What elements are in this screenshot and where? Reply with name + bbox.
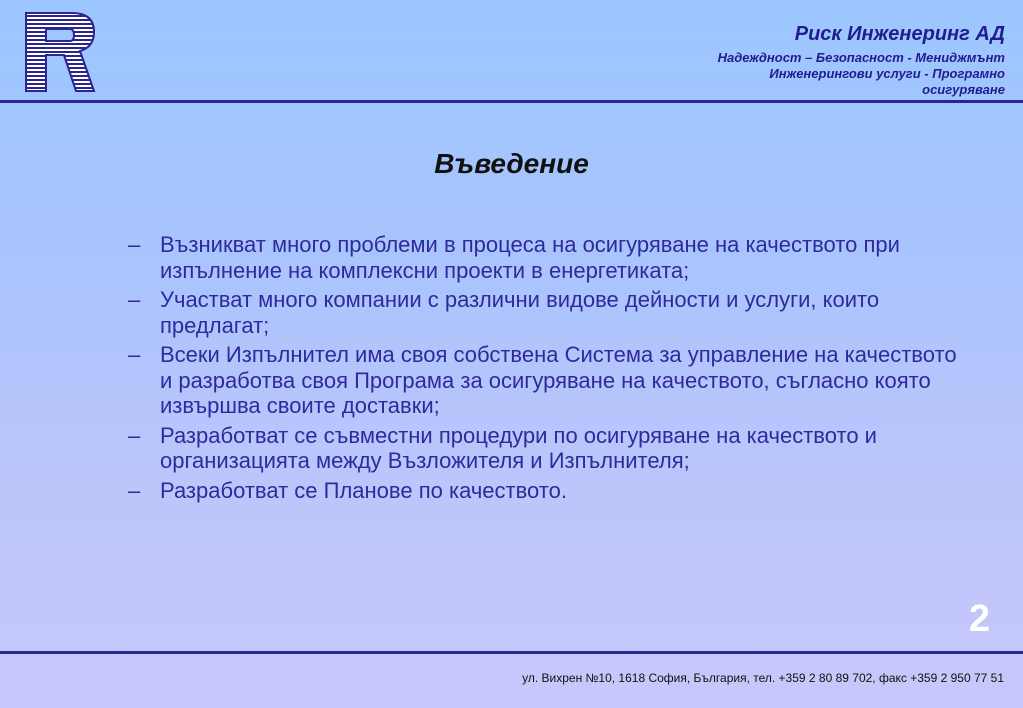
bullet-text: Участват много компании с различни видове дейности и услуги, които предлагат; <box>160 287 880 338</box>
bullet-dash: – <box>128 477 141 503</box>
r-logo-icon <box>24 11 96 93</box>
company-header <box>585 22 1005 98</box>
footer-address: ул. Вихрен №10, 1618 София, България, тел. +359 2 80 89 702, факс +359 2 950 77 51 <box>522 671 1004 685</box>
slide-title: Въведение <box>434 148 589 179</box>
bullet-item <box>128 287 958 338</box>
bullet-text: Разработват се Планове по качеството. <box>160 477 567 503</box>
header-divider <box>0 100 1023 103</box>
bullet-dash: – <box>128 232 141 257</box>
bullet-text: Възникват много проблеми в процеса на осигуряване на качеството при изпълнение на комплексни проекти в енергетиката; <box>160 232 900 283</box>
tagline-line-2: Инженерингови услуги - Програмно <box>769 66 1005 81</box>
bullet-dash: – <box>128 422 141 448</box>
bullet-text: Всеки Изпълнител има своя собствена Система за управление на качеството и разработва своя Програма за осигуряване на качеството, съгласно която извършва своите доставки; <box>160 342 957 418</box>
bullet-text: Разработват се съвместни процедури по осигуряване на качеството и организацията между Възложителя и Изпълнителя; <box>160 422 877 473</box>
page-number: 2 <box>968 598 990 640</box>
tagline-line-3: осигуряване <box>922 82 1005 97</box>
bullet-item <box>128 478 958 504</box>
bullet-list <box>128 232 958 507</box>
bullet-item <box>128 423 958 474</box>
tagline-line-1: Надеждност – Безопасност - Мениджмънт <box>717 50 1005 65</box>
company-logo <box>24 11 96 93</box>
bullet-dash: – <box>128 287 141 312</box>
bullet-item <box>128 342 958 419</box>
bullet-dash: – <box>128 342 141 367</box>
bullet-item <box>128 232 958 283</box>
company-name: Риск Инженеринг АД <box>794 23 1005 45</box>
footer-divider <box>0 651 1023 654</box>
